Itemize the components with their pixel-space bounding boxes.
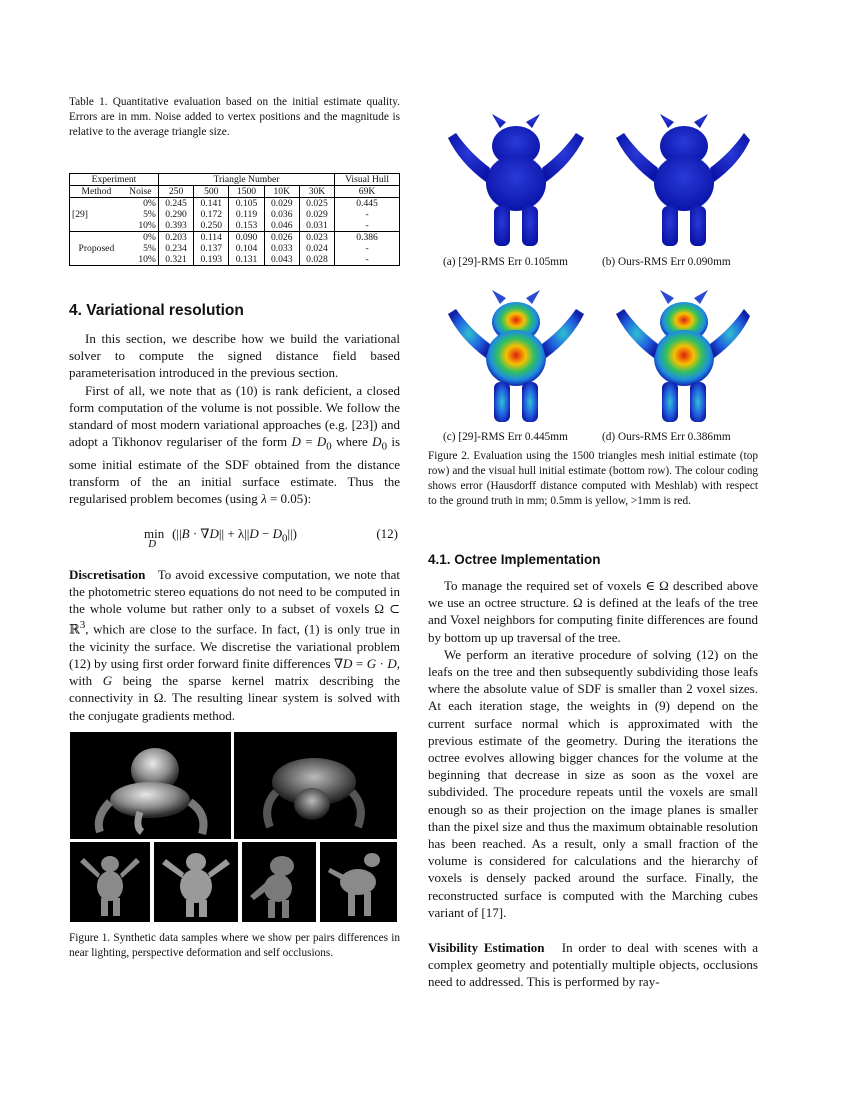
table-cell: 0.105 xyxy=(229,198,264,210)
paragraph: In this section, we describe how we build the variational solver to compute the signed distance field based parameterisation introduced in the previous section. xyxy=(69,331,400,381)
table-cell: 0.028 xyxy=(299,254,334,266)
table-cell: 0.393 xyxy=(158,220,193,232)
section-41-body xyxy=(428,577,758,921)
table-group-header: Experiment xyxy=(70,174,159,186)
table-cell: 0.023 xyxy=(299,232,334,244)
table-cell: 0.114 xyxy=(194,232,229,244)
figure1-image-small-2 xyxy=(154,842,238,922)
table-cell-noise: 10% xyxy=(123,220,159,232)
table-cell: 0.137 xyxy=(194,243,229,254)
table-cell: - xyxy=(335,243,400,254)
table-cell: 0.203 xyxy=(158,232,193,244)
figure2-caption: Figure 2. Evaluation using the 1500 triangles mesh initial estimate (top row) and the visual hull initial estimate (bottom row). The colour coding shows error (Hausdorff distance computed with Meshlab) with respect to the ground truth in mm; 0.5mm is yellow, >1mm is red. xyxy=(428,450,758,507)
table-cell: 0.141 xyxy=(194,198,229,210)
table-cell: 0.090 xyxy=(229,232,264,244)
table-cell-method: Proposed xyxy=(70,243,123,254)
table-cell: 0.234 xyxy=(158,243,193,254)
figure1-image-small-1 xyxy=(70,842,150,922)
table-cell: 0.026 xyxy=(264,232,299,244)
table-cell: 0.031 xyxy=(299,220,334,232)
table-cell: 0.290 xyxy=(158,209,193,220)
figure1-caption: Figure 1. Synthetic data samples where we show per pairs differences in near lighting, perspective deformation and self occlusions. xyxy=(69,932,400,959)
table-cell-method xyxy=(70,254,123,266)
table-cell: 0.025 xyxy=(299,198,334,210)
table-cell-method: [29] xyxy=(70,209,123,220)
table-cell-method xyxy=(70,232,123,244)
table-col-header: 30K xyxy=(299,186,334,198)
table-cell-noise: 5% xyxy=(123,243,159,254)
table-cell: 0.245 xyxy=(158,198,193,210)
table-cell-method xyxy=(70,198,123,210)
table-cell: 0.445 xyxy=(335,198,400,210)
table1-caption: Table 1. Quantitative evaluation based on the initial estimate quality. Errors are in mm. Noise added to vertex positions and the magnitude is relative to the average triangle size. xyxy=(69,96,400,138)
table-col-header: Noise xyxy=(123,186,159,198)
table-cell: 0.033 xyxy=(264,243,299,254)
figure2-images-bottom xyxy=(440,282,750,432)
table-cell: 0.153 xyxy=(229,220,264,232)
table-cell-noise: 0% xyxy=(123,232,159,244)
table-cell: - xyxy=(335,220,400,232)
figure2-subcaption-a: (a) [29]-RMS Err 0.105mm xyxy=(443,256,568,268)
discretisation-heading: Discretisation xyxy=(69,566,146,582)
visibility-heading: Visibility Estimation xyxy=(428,940,545,956)
equation-expression: $\min_D(||B \cdot \nabla D|| + \lambda||D - D_0||)$ xyxy=(144,525,297,551)
table-cell: - xyxy=(335,209,400,220)
table-cell-method xyxy=(70,220,123,232)
table-cell: 0.104 xyxy=(229,243,264,254)
table-cell: 0.046 xyxy=(264,220,299,232)
table-col-header: 10K xyxy=(264,186,299,198)
equation-12 xyxy=(69,520,400,552)
figure2-subcaption-d: (d) Ours-RMS Err 0.386mm xyxy=(602,431,731,443)
paragraph: To manage the required set of voxels ∈ Ω described above we use an octree structure. Ω is defined at the leafs of the tree and Voxel neighbors for computing finite differences are found by bottom up up traversal of the tree. xyxy=(428,578,758,645)
figure1-image-large-1 xyxy=(70,732,231,839)
table-cell: 0.386 xyxy=(335,232,400,244)
table-col-header: 69K xyxy=(335,186,400,198)
table-cell: 0.131 xyxy=(229,254,264,266)
table-cell: - xyxy=(335,254,400,266)
paragraph: First of all, we note that as (10) is rank deficient, a closed form computation of the volume is not possible. We follow the standard of most modern variational approaches (e.g. [23]) and adopt a Tikhonov regulariser of the form $D = D_0$ where $D_0$ is some initial estimate of the SDF obtained from the distance transform of the an initial surface estimate. Thus the regularised problem becomes (using λ = 0.05): xyxy=(69,382,400,507)
table-group-header: Triangle Number xyxy=(158,174,334,186)
table-col-header: 1500 xyxy=(229,186,264,198)
table-cell: 0.036 xyxy=(264,209,299,220)
figure2-bottom-row xyxy=(440,282,750,432)
figure2-images-top xyxy=(440,108,750,258)
table-cell: 0.029 xyxy=(264,198,299,210)
section-41-title: 4.1. Octree Implementation xyxy=(428,552,601,567)
equation-number: (12) xyxy=(376,525,398,541)
table-cell-noise: 5% xyxy=(123,209,159,220)
discretisation-paragraph: Discretisation To avoid excessive computation, we note that the photometric stereo equations do not need to be computed in the whole volume but rather only to a subset of voxels Ω ⊂ ℝ$^3$, which are close to the surface. In fact, (1) is only true in the vicinity the surface. We discretise the variational problem (12) by using first order forward finite differences ∇D = G · D, with G being the sparse kernel matrix describing the connectivity in Ω. The resulting linear system is solved with the conjugate gradients method. xyxy=(69,566,401,723)
table-col-header: 250 xyxy=(158,186,193,198)
table-col-header: 500 xyxy=(194,186,229,198)
table-cell: 0.043 xyxy=(264,254,299,266)
paragraph: We perform an iterative procedure of solving (12) on the leafs on the tree and then subsequently subdividing those leafs where the absolute value of SDF is smaller than 2 voxel sizes. At each iteration stage, the weights in (9) depend on the current surface normal which is approximated with the previous estimate of the geometry. During the iterations the octree evolves allowing bigger chances for the volume at the beginning that decrease in size as soon as the voxel are subdivided. The procedure repeats until the voxels are small enough so as their projection on the image planes is smaller than the pixel size and thus the maximum obtainable resolution has been reached. As a result, only a small fraction of the volume is considered for calculations and the hierarchy of voxels is densely packed around the surface. Finally, the reconstructed surface is computed with the Marching cubes variant of [17]. xyxy=(428,646,758,920)
table-group-header: Visual Hull xyxy=(335,174,400,186)
table-cell: 0.321 xyxy=(158,254,193,266)
table-cell: 0.029 xyxy=(299,209,334,220)
table-cell: 0.250 xyxy=(194,220,229,232)
right-column-text xyxy=(428,552,758,991)
left-column xyxy=(69,95,400,724)
figure1-image-small-3 xyxy=(242,842,316,922)
figure2-subcaption-b: (b) Ours-RMS Err 0.090mm xyxy=(602,256,731,268)
table-cell: 0.024 xyxy=(299,243,334,254)
section-4-body xyxy=(69,330,400,508)
figure2-top-row xyxy=(440,108,750,258)
figure2-subcaption-c: (c) [29]-RMS Err 0.445mm xyxy=(443,431,568,443)
table-cell: 0.193 xyxy=(194,254,229,266)
table-cell: 0.119 xyxy=(229,209,264,220)
table-cell: 0.172 xyxy=(194,209,229,220)
table-col-header: Method xyxy=(70,186,123,198)
results-table xyxy=(69,173,400,266)
table-cell-noise: 10% xyxy=(123,254,159,266)
visibility-paragraph: Visibility Estimation In order to deal with scenes with a complex geometry and potentially multiple objects, occlusions need to addressed. This is performed by ray- xyxy=(428,940,758,990)
table-cell-noise: 0% xyxy=(123,198,159,210)
section-4-title: 4. Variational resolution xyxy=(69,302,244,319)
figure1-image-large-2 xyxy=(234,732,397,839)
figure1-image-small-4 xyxy=(320,842,397,922)
